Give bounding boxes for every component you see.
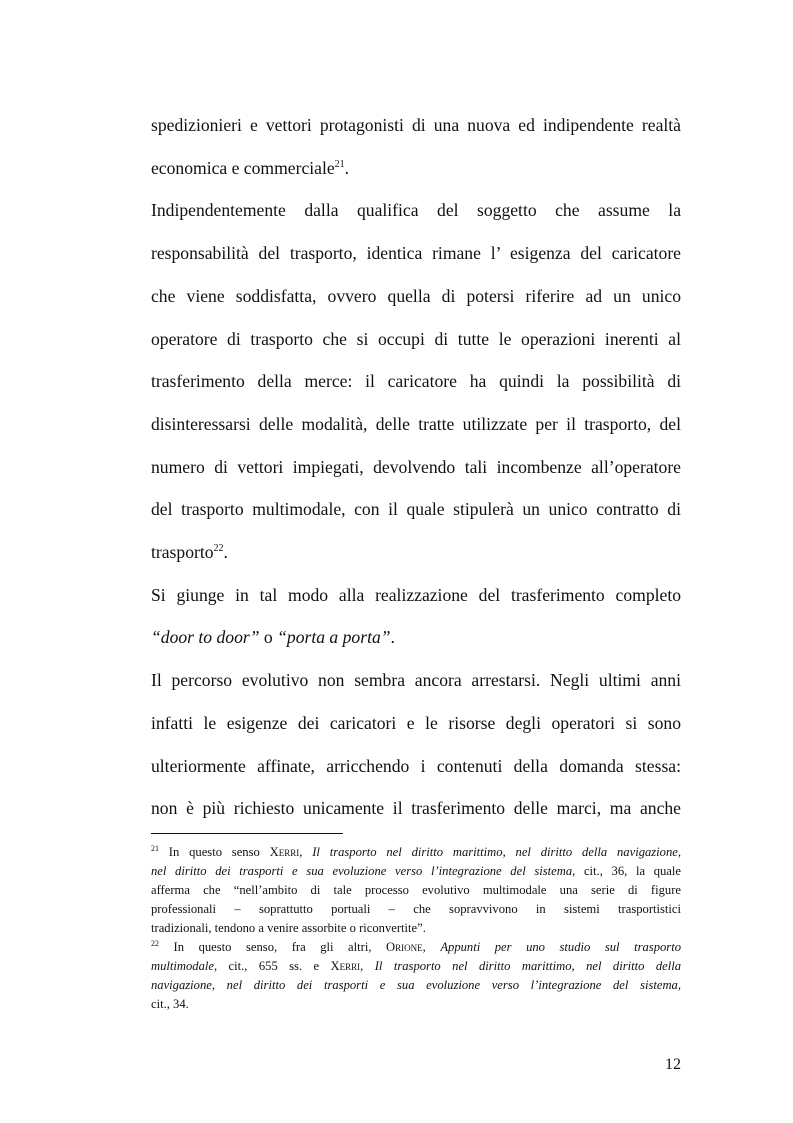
footnote-21-line: tradizionali, tendono a venire assorbite o riconvertite”. [151,921,426,935]
body-line: ulteriormente affinate, arricchendo i contenuti della domanda stessa: [151,755,681,776]
footnote-22-line: cit., 34. [151,997,189,1011]
body-line: “door to door” o “porta a porta”. [151,627,395,648]
footnote-ref-22[interactable]: 22 [213,543,224,555]
footnote-number-22: 22 [151,939,159,948]
page-number: 12 [665,1056,681,1073]
footnote-22-line: multimodale, cit., 655 ss. e Xerri, Il trasporto nel diritto marittimo, nel diritto della [151,959,682,973]
body-line: non è più richiesto unicamente il trasferimento delle marci, ma anche [151,798,681,819]
body-line: Il percorso evolutivo non sembra ancora arrestarsi. Negli ultimi anni [151,670,681,691]
footnote-22-line: navigazione, nel diritto dei trasporti e sua evoluzione verso l’integrazione del sistema, [151,978,681,992]
footnote-21-line: nel diritto dei trasporti e sua evoluzione verso l’integrazione del sistema, cit., 36, la quale [151,864,681,878]
body-line: disinteressarsi delle modalità, delle tratte utilizzate per il trasporto, del [151,413,681,434]
body-line: operatore di trasporto che si occupi di tutte le operazioni inerenti al [151,328,681,349]
body-line: economica e commerciale$^{21}$. [151,157,350,178]
body-line: trasporto$^{22}$. [151,542,228,563]
footnote-ref-21[interactable]: 21 [334,158,345,170]
footnotes [151,843,681,1014]
footnote-number-21: 21 [151,844,159,853]
body-line: Indipendentemente dalla qualifica del soggetto che assume la [151,200,681,221]
body-line: numero di vettori impiegati, devolvendo tali incombenze all’operatore [151,456,681,477]
footnote-separator [151,833,343,834]
body-line: trasferimento della merce: il caricatore ha quindi la possibilità di [151,371,681,392]
footnote-21-line: $^{21}$ In questo senso Xerri, Il trasporto nel diritto marittimo, nel diritto della navigazione, [151,844,682,859]
footnote-21-line: professionali – soprattutto portuali – che sopravvivono in sistemi trasportistici [151,902,681,916]
body-line: spedizionieri e vettori protagonisti di una nuova ed indipendente realtà [151,115,681,135]
body-text [151,104,681,830]
footnote-21-line: afferma che “nell’ambito di tale processo evolutivo multimodale una serie di figure [151,883,681,897]
body-line: responsabilità del trasporto, identica rimane l’ esigenza del caricatore [151,243,681,264]
body-line: Si giunge in tal modo alla realizzazione del trasferimento completo [151,584,681,605]
body-line: infatti le esigenze dei caricatori e le risorse degli operatori si sono [151,712,681,733]
body-line: del trasporto multimodale, con il quale stipulerà un unico contratto di [151,499,681,520]
body-line: che viene soddisfatta, ovvero quella di potersi riferire ad un unico [151,285,681,306]
footnote-22-line: $^{22}$ In questo senso, fra gli altri, Orione, Appunti per uno studio sul trasporto [151,939,681,954]
